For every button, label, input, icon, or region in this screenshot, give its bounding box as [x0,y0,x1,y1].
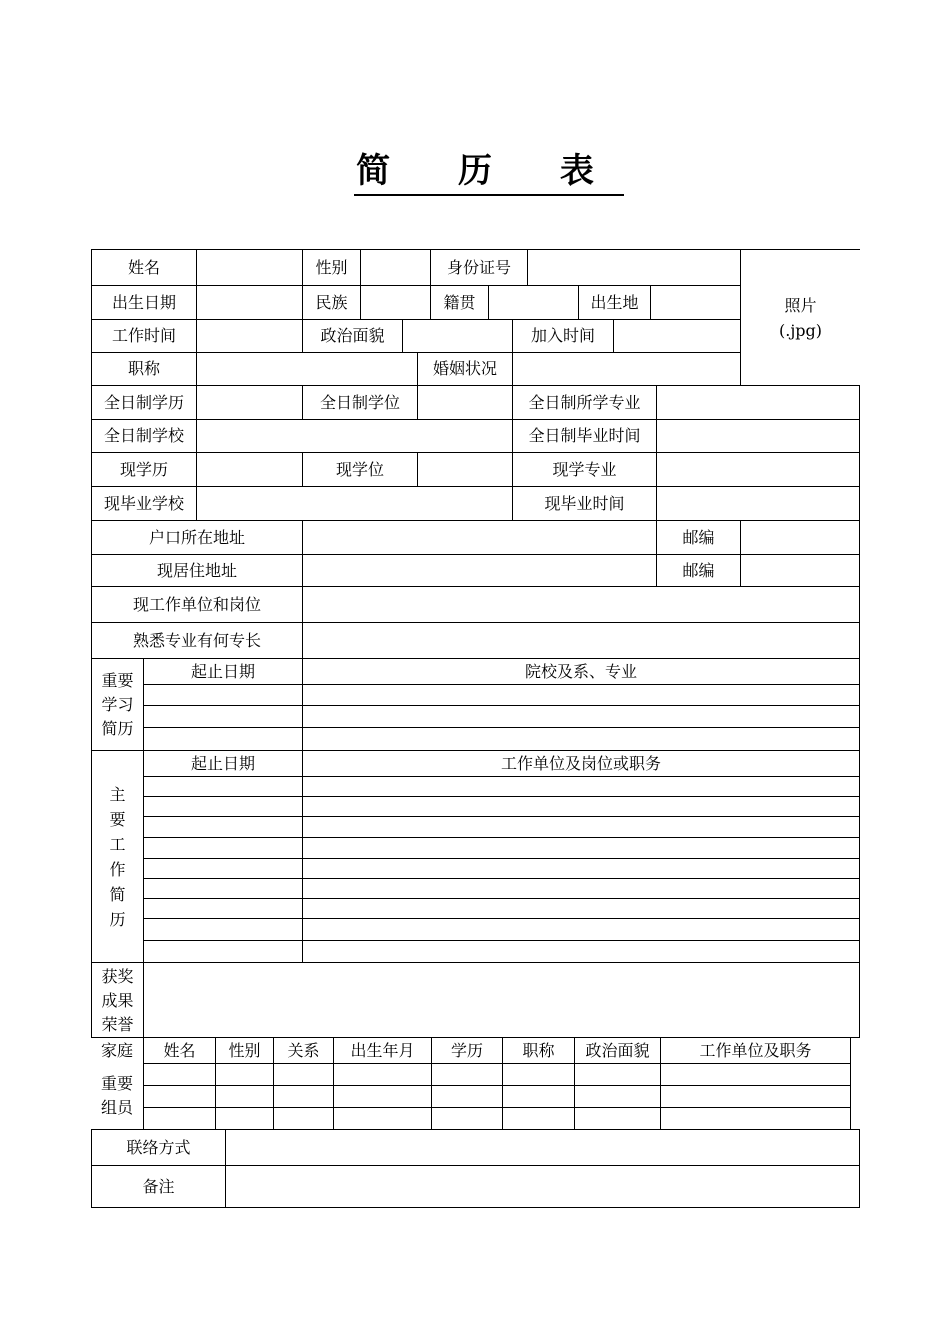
study-header-school: 院校及系、专业 [302,658,860,685]
label-join-time: 加入时间 [512,319,614,353]
label-cur-degree: 现学位 [302,452,418,487]
label-specialty: 熟悉专业有何专长 [91,622,303,659]
label-gender: 性别 [302,249,361,286]
field-remarks[interactable] [225,1165,860,1208]
label-ft-degree-level: 全日制学历 [91,385,197,420]
field-postcode-1[interactable] [740,520,860,555]
field-gender[interactable] [360,249,431,286]
family-cell[interactable] [502,1107,575,1130]
family-header-birth: 出生年月 [333,1037,432,1064]
work-row-unit[interactable] [302,776,860,797]
label-postcode-1: 邮编 [656,520,741,555]
label-postcode-2: 邮编 [656,554,741,587]
family-cell[interactable] [574,1085,661,1108]
family-cell[interactable] [660,1085,851,1108]
label-cur-grad-time: 现毕业时间 [512,486,657,521]
field-cur-degree-level[interactable] [196,452,303,487]
label-name: 姓名 [91,249,197,286]
field-title-rank[interactable] [196,352,418,386]
label-birth-date: 出生日期 [91,285,197,320]
field-current-job[interactable] [302,586,860,623]
study-row-date[interactable] [143,727,303,751]
field-cur-school[interactable] [196,486,513,521]
label-marital-status: 婚姻状况 [417,352,513,386]
family-cell[interactable] [660,1063,851,1086]
label-title-rank: 职称 [91,352,197,386]
field-awards[interactable] [143,962,860,1038]
family-cell[interactable] [215,1085,274,1108]
section-work-history: 主 要 工 作 简 历 [91,750,144,963]
label-cur-school: 现毕业学校 [91,486,197,521]
family-header-education: 学历 [431,1037,503,1064]
field-join-time[interactable] [613,319,741,353]
work-row-unit[interactable] [302,918,860,941]
section-family-top: 家庭 [91,1037,144,1064]
page-title: 简 历 表 [0,150,950,196]
work-row-date[interactable] [143,918,303,941]
study-row-date[interactable] [143,684,303,706]
field-birth-place[interactable] [650,285,741,320]
label-current-address: 现居住地址 [91,554,303,587]
study-row-date[interactable] [143,705,303,728]
label-ethnicity: 民族 [302,285,361,320]
family-cell[interactable] [215,1107,274,1130]
work-row-unit[interactable] [302,796,860,817]
study-header-date: 起止日期 [143,658,303,685]
field-ft-school[interactable] [196,419,513,453]
label-cur-major: 现学专业 [512,452,657,487]
label-birth-place: 出生地 [578,285,651,320]
family-header-name: 姓名 [143,1037,216,1064]
family-cell[interactable] [431,1107,503,1130]
label-work-start: 工作时间 [91,319,197,353]
work-row-unit[interactable] [302,940,860,963]
label-hukou-address: 户口所在地址 [91,520,303,555]
family-cell[interactable] [143,1107,216,1130]
work-row-unit[interactable] [302,898,860,919]
work-row-date[interactable] [143,816,303,838]
family-cell[interactable] [333,1063,432,1086]
field-birth-date[interactable] [196,285,303,320]
family-cell[interactable] [273,1063,334,1086]
family-cell[interactable] [574,1063,661,1086]
study-row-school[interactable] [302,705,860,728]
family-header-political: 政治面貌 [574,1037,661,1064]
work-row-date[interactable] [143,940,303,963]
field-name[interactable] [196,249,303,286]
field-contact[interactable] [225,1129,860,1166]
work-row-date[interactable] [143,878,303,899]
field-current-address[interactable] [302,554,657,587]
section-awards: 获奖 成果 荣誉 [91,962,144,1038]
field-id-number[interactable] [527,249,741,286]
work-row-unit[interactable] [302,816,860,838]
work-row-date[interactable] [143,837,303,859]
work-header-date: 起止日期 [143,750,303,777]
family-header-gender: 性别 [215,1037,274,1064]
section-family-bottom: 重要 组员 [91,1063,144,1130]
label-cur-degree-level: 现学历 [91,452,197,487]
label-remarks: 备注 [91,1165,226,1208]
family-cell[interactable] [333,1085,432,1108]
work-row-unit[interactable] [302,858,860,879]
study-row-school[interactable] [302,727,860,751]
label-current-job: 现工作单位和岗位 [91,586,303,623]
field-ft-grad-time[interactable] [656,419,860,453]
family-header-relation: 关系 [273,1037,334,1064]
field-specialty[interactable] [302,622,860,659]
label-ft-degree: 全日制学位 [302,385,418,420]
label-native-place: 籍贯 [430,285,489,320]
field-cur-degree[interactable] [417,452,513,487]
field-work-start[interactable] [196,319,303,353]
study-row-school[interactable] [302,684,860,706]
family-cell[interactable] [574,1107,661,1130]
field-hukou-address[interactable] [302,520,657,555]
field-cur-grad-time[interactable] [656,486,860,521]
work-row-date[interactable] [143,796,303,817]
field-ft-major[interactable] [656,385,860,420]
label-ft-major: 全日制所学专业 [512,385,657,420]
family-header-unit: 工作单位及职务 [660,1037,851,1064]
family-cell[interactable] [333,1107,432,1130]
work-row-unit[interactable] [302,837,860,859]
field-ft-degree-level[interactable] [196,385,303,420]
family-cell[interactable] [143,1063,216,1086]
field-ft-degree[interactable] [417,385,513,420]
family-cell[interactable] [215,1063,274,1086]
family-cell[interactable] [660,1107,851,1130]
family-cell[interactable] [431,1085,503,1108]
family-header-title: 职称 [502,1037,575,1064]
work-row-date[interactable] [143,898,303,919]
field-cur-major[interactable] [656,452,860,487]
family-cell[interactable] [431,1063,503,1086]
family-cell[interactable] [273,1107,334,1130]
label-ft-school: 全日制学校 [91,419,197,453]
field-ethnicity[interactable] [360,285,431,320]
label-id-number: 身份证号 [430,249,528,286]
family-cell[interactable] [502,1085,575,1108]
work-row-unit[interactable] [302,878,860,899]
photo-placeholder[interactable]: 照片 (.jpg) [740,249,860,386]
field-native-place[interactable] [488,285,579,320]
work-row-date[interactable] [143,858,303,879]
label-contact: 联络方式 [91,1129,226,1166]
family-cell[interactable] [502,1063,575,1086]
field-marital-status[interactable] [512,352,741,386]
work-row-date[interactable] [143,776,303,797]
family-cell[interactable] [143,1085,216,1108]
family-cell[interactable] [273,1085,334,1108]
label-political-status: 政治面貌 [302,319,403,353]
label-ft-grad-time: 全日制毕业时间 [512,419,657,453]
field-postcode-2[interactable] [740,554,860,587]
field-political-status[interactable] [402,319,513,353]
work-header-unit: 工作单位及岗位或职务 [302,750,860,777]
section-study-history: 重要 学习 简历 [91,658,144,751]
